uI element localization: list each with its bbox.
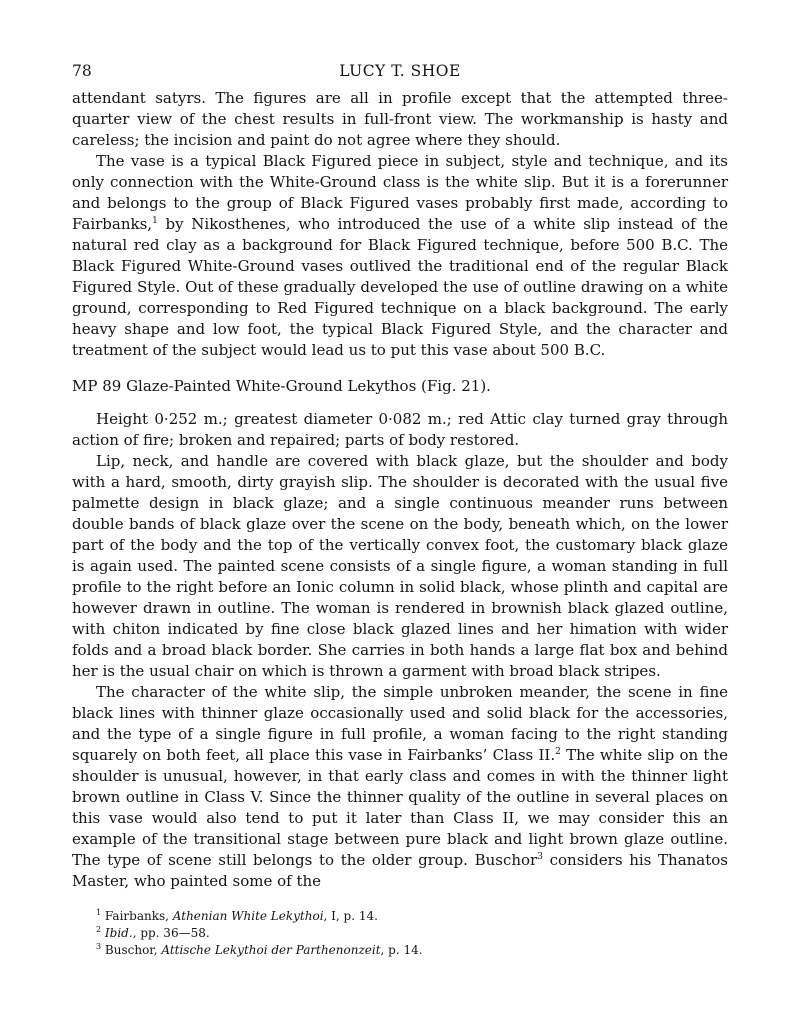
bc-abbrev: B.C. [661,236,693,254]
footnote-ref-3: 3 [537,852,543,862]
bc-abbrev: B.C. [573,341,606,359]
body-text [72,88,728,892]
paragraph-1: attendant satyrs. The figures are all in profile except that the attempted three-quarter view of the chest results in full-front view. The workmanship is hasty and careless; the incision and paint do not agree where they should. [72,89,728,149]
footnote-ref-2: 2 [555,747,561,757]
paragraph-2: The vase is a typical Black Figured piece in subject, style and technique, and its only connection with the White-Ground class is the white slip. But it is a forerunner and belongs to the group of Black Figured vases probably first made, according to Fairbanks,$^1$ by Nikosthenes, who introduced the use of a white slip instead of the natural red clay as a background for Black Figured technique, before 500 B.C. The Black Figured White-Ground vases outlived the traditional end of the regular Black Figured Style. Out of these gradually developed the use of outline drawing on a white ground, corresponding to Red Figured technique on a black background. The early heavy shape and low foot, the typical Black Figured Style, and the character and treatment of the subject would lead us to put this vase about 500 B.C. [72,152,728,359]
running-head: LUCY T. SHOE [339,62,461,80]
footnote-2: $^2$ Ibid., pp. 36—58. [96,925,210,940]
paragraph-3: Height 0·252 m.; greatest diameter 0·082 m.; red Attic clay turned gray through action of fire; broken and repaired; parts of body restored. [72,410,728,449]
footnote-ref-1: 1 [152,216,158,226]
paragraph-4: Lip, neck, and handle are covered with black glaze, but the shoulder and body with a hard, smooth, dirty grayish slip. The shoulder is decorated with the usual five palmette design in black glaze; and a single continuous meander runs between double bands of black glaze over the scene on the body, beneath which, on the lower part of the body and the top of the vertically convex foot, the customary black glaze is again used. The painted scene consists of a single figure, a woman standing in full profile to the right before an Ionic column in solid black, whose plinth and capital are however drawn in outline. The woman is rendered in brownish black glazed outline, with chiton indicated by fine close black glazed lines and her himation with wider folds and a broad black border. She carries in both hands a large flat box and behind her is the usual chair on which is thrown a garment with broad black stripes. [72,452,728,680]
footnotes [96,908,696,959]
paragraph-5: The character of the white slip, the simple unbroken meander, the scene in fine black lines with thinner glaze occasionally used and solid black for the accessories, and the type of a single figure in full profile, a woman facing to the right standing squarely on both feet, all place this vase in Fairbanks’ Class II.$^2$ The white slip on the shoulder is unusual, however, in that early class and comes in with the thinner light brown outline in Class V. Since the thinner quality of the outline in several places on this vase would also tend to put it later than Class II, we may consider this an example of the transitional stage between pure black and light brown glaze outline. The type of scene still belongs to the older group. Buschor$^3$ considers his Thanatos Master, who painted some of the [72,683,728,890]
footnote-3: $^3$ Buschor, Attische Lekythoi der Parthenonzeit, p. 14. [96,942,423,957]
footnote-1: $^1$ Fairbanks, Athenian White Lekythoi, I, p. 14. [96,908,378,923]
page-header [72,62,728,88]
catalog-entry-heading: MP 89 Glaze-Painted White-Ground Lekythos (Fig. 21). [72,377,491,395]
page-number: 78 [72,62,92,80]
page [72,62,728,892]
